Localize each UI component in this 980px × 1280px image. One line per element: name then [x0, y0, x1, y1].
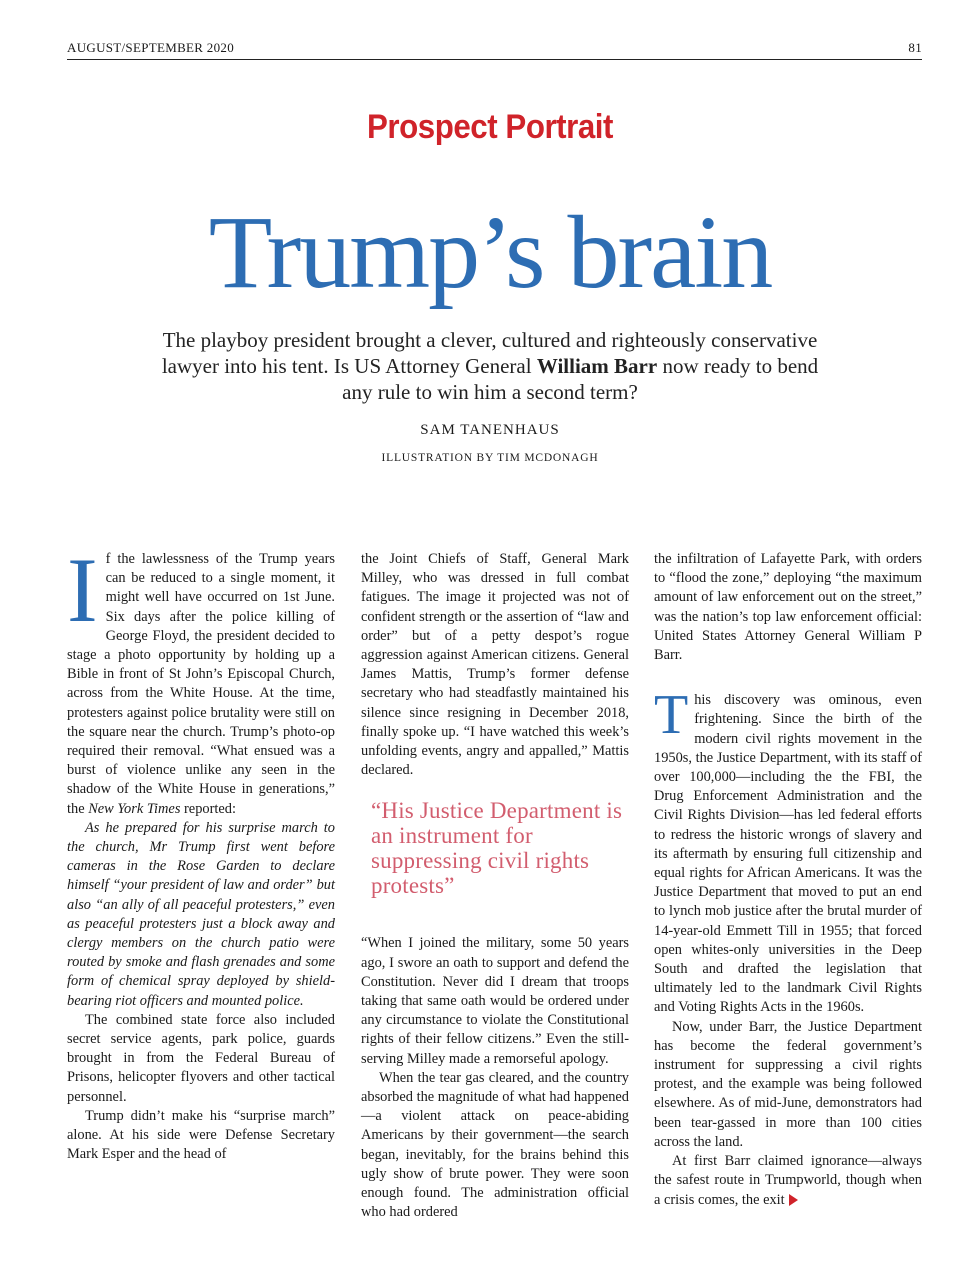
paragraph: the Joint Chiefs of Staff, General Mark Milley, who was dressed in full combat fatigues. The image it projected was not of confident strength or the assertion of “law and order” but of a petty despot’s rogue aggression against American citizens. General James Mattis, Trump’s former defense secretary who had steadfastly maintained his silence since resigning in December 2018, finally spoke up. “I have watched this week’s unfolding events, angry and appalled,” Mattis declared. — [361, 551, 629, 779]
publication-name: New York Times — [88, 800, 181, 817]
paragraph: the infiltration of Lafayette Park, with orders to “flood the zone,” deploying “the maximum amount of law enforcement out on the street,” was the nation’s top law enforcement official: United States Attorney General William P Barr. — [654, 551, 922, 664]
column-1 — [67, 539, 335, 1165]
paragraph: “When I joined the military, some 50 years ago, I swore an oath to support and defend the Constitution. Never did I dream that troops taking that same oath would be ordered under any circumstance to violate the Constitutional rights of their fellow citizens.” Even the still-serving Milley made a remorseful apology. — [361, 935, 629, 1067]
last-paragraph-text: At first Barr claimed ignorance—always the safest route in Trumpworld, though when a crisis comes, the exit — [654, 1153, 922, 1208]
column-3 — [654, 550, 922, 1210]
byline: SAM TANENHAUS — [420, 422, 560, 438]
standfirst-name: William Barr — [536, 354, 658, 378]
standfirst-part1: The playboy president brought a clever, cultured and righteously conservative lawyer into his tent. Is US Attorney General — [161, 328, 818, 378]
standfirst-part2: now ready to bend any rule to win him a second term? — [342, 354, 819, 404]
opening-text-end: reported: — [180, 800, 236, 817]
page-number: 81 — [908, 40, 922, 55]
issue-date: AUGUST/SEPTEMBER 2020 — [67, 40, 235, 55]
paragraph: Now, under Barr, the Justice Department has become the federal government’s instrument for suppressing a civil rights protest, and the example was being followed elsewhere. As of mid-June, demonstrators had been tear-gassed in more than 100 cities across the land. — [654, 1018, 922, 1150]
paragraph-opening — [67, 539, 335, 819]
headline: Trump’s brain — [208, 195, 772, 310]
illustration-credit: ILLUSTRATION BY TIM MCDONAGH — [381, 452, 599, 464]
drop-cap: I — [67, 539, 98, 641]
section-opening-text: his discovery was ominous, even frightening. Since the birth of the modern civil rights movement in the 1950s, the Justice Department, with its staff of over 100,000—including the the FBI, the Drug Enforcement Administration and the Civil Rights Division—has led federal efforts to redress the historic wrongs of slavery and its aftermath by ensuring full citizenship and equal rights for African Americans. It was the Justice Department that moved to put an end to lynch mob justice after the brutal murder of 14-year-old Emmett Till in 1955; that forced open whites-only universities in the Deep South and drafted the legislation that ultimately led to the landmark Civil Rights and Voting Rights Acts in the 1960s. — [654, 692, 922, 1016]
paragraph: When the tear gas cleared, and the country absorbed the magnitude of what had happened—a violent attack on peace-abiding Americans by their government—the search began, inevitably, for the brains behind this ugly show of brute power. They were soon enough found. The administration official who had ordered — [361, 1069, 629, 1221]
paragraph: The combined state force also included secret service agents, park police, guards brought in from the Federal Bureau of Prisons, helicopter flyovers and other tactical personnel. — [67, 1011, 335, 1105]
paragraph: Trump didn’t make his “surprise march” alone. At his side were Defense Secretary Mark Esper and the head of — [67, 1107, 335, 1163]
drop-cap: T — [654, 684, 689, 747]
section-break — [654, 665, 922, 691]
continue-arrow-icon — [789, 1194, 798, 1206]
section-label: Prospect Portrait — [367, 108, 613, 146]
quoted-extract: As he prepared for his surprise march to the church, Mr Trump first went before cameras in the Rose Garden to declare himself “your president of law and order” but also “an ally of all peaceful protesters,” even as peaceful protesters just a block away and clergy members on the church patio were routed by smoke and flash grenades and some form of chemical spray deployed by shield-bearing riot officers and mounted police. — [67, 819, 335, 1009]
paragraph-last — [654, 1152, 922, 1210]
standfirst — [150, 327, 830, 405]
header-rule — [67, 59, 922, 60]
column-2 — [361, 550, 629, 1222]
running-head — [67, 40, 922, 56]
paragraph-section-opening — [654, 684, 922, 1017]
opening-text: f the lawlessness of the Trump years can be reduced to a single moment, it might well have occurred on 1st June. Six days after the police killing of George Floyd, the president decided to stage a photo opportunity by holding up a Bible in front of St John’s Episcopal Church, across from the White House. At the time, protesters against police brutality were still on the square near the church. Trump’s photo-op required their removal. “What ensued was a burst of violence unlike any seen in the shadow of the White House in generations,” the — [67, 551, 335, 817]
pull-quote: “His Justice Department is an instrument for suppressing civil rights protests” — [371, 798, 623, 899]
